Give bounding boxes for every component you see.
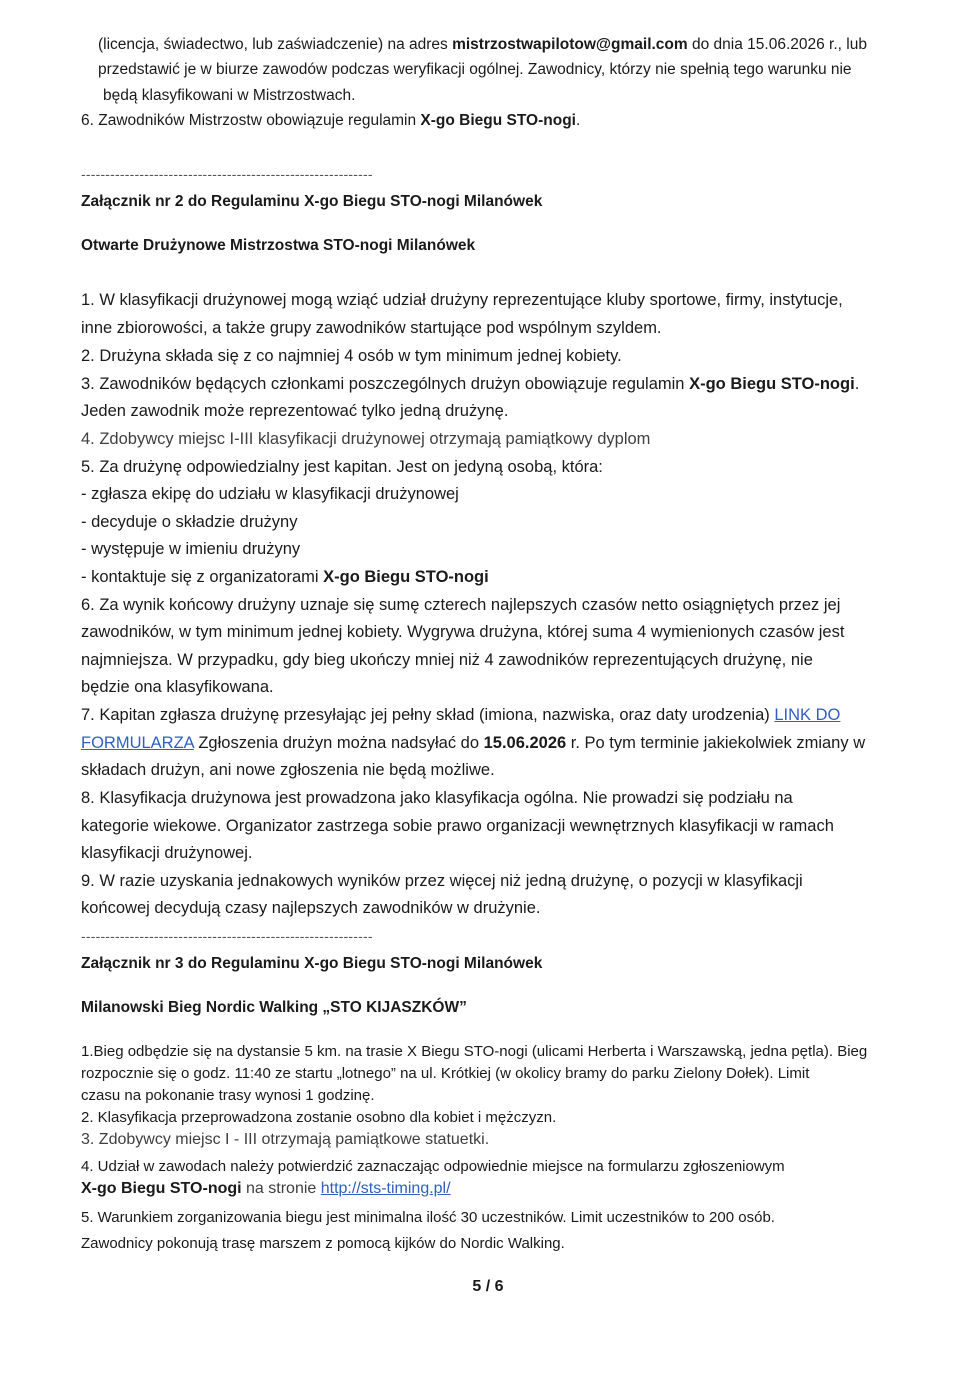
paragraph-line: 5. Warunkiem zorganizowania biegu jest minimalna ilość 30 uczestników. Limit uczestników to 200 osób. bbox=[81, 1209, 775, 1226]
paragraph-line: będą klasyfikowani w Mistrzostwach. bbox=[103, 87, 356, 104]
paragraph-line bbox=[81, 112, 580, 130]
text: - kontaktuje się z organizatorami bbox=[81, 568, 324, 586]
paragraph-line: klasyfikacji drużynowej. bbox=[81, 844, 253, 862]
paragraph-line bbox=[81, 706, 840, 725]
paragraph-line: zawodników, w tym minimum jednej kobiety. Wygrywa drużyna, której suma 4 wymienionych czasów jest bbox=[81, 623, 845, 641]
annex-2-title: Załącznik nr 2 do Regulaminu X-go Biegu STO-nogi Milanówek bbox=[81, 193, 543, 210]
paragraph-line: składach drużyn, ani nowe zgłoszenia nie będą możliwe. bbox=[81, 761, 495, 779]
text: Zgłoszenia drużyn można nadsyłać do bbox=[193, 734, 484, 752]
bold-text: X-go Biegu STO-nogi bbox=[81, 1180, 242, 1197]
separator-line: ------------------------------------------------------------ bbox=[81, 928, 373, 944]
annex-2-subtitle: Otwarte Drużynowe Mistrzostwa STO-nogi Milanówek bbox=[81, 237, 476, 254]
text: 3. Zawodników będących członkami poszczególnych drużyn obowiązuje regulamin bbox=[81, 375, 690, 393]
bold-text: X-go Biegu STO-nogi bbox=[420, 112, 576, 129]
text: . bbox=[575, 112, 581, 129]
annex-3-title: Załącznik nr 3 do Regulaminu X-go Biegu STO-nogi Milanówek bbox=[81, 955, 543, 972]
paragraph-line: będzie ona klasyfikowana. bbox=[81, 678, 274, 696]
text: (licencja, świadectwo, lub zaświadczenie) na adres bbox=[98, 36, 453, 53]
form-link[interactable]: FORMULARZA bbox=[81, 734, 194, 752]
paragraph-line: 3. Zdobywcy miejsc I - III otrzymają pamiątkowe statuetki. bbox=[81, 1131, 490, 1148]
paragraph-line: 2. Klasyfikacja przeprowadzona zostanie osobno dla kobiet i mężczyzn. bbox=[81, 1109, 557, 1126]
paragraph-line bbox=[81, 1180, 451, 1198]
paragraph-line: 4. Zdobywcy miejsc I-III klasyfikacji drużynowej otrzymają pamiątkowy dyplom bbox=[81, 430, 651, 448]
paragraph-line: Jeden zawodnik może reprezentować tylko jedną drużynę. bbox=[81, 402, 509, 420]
bold-text: X-go Biegu STO-nogi bbox=[689, 375, 855, 393]
text: 6. Zawodników Mistrzostw obowiązuje regulamin bbox=[81, 112, 421, 129]
paragraph-line: inne zbiorowości, a także grupy zawodników startujące pod wspólnym szyldem. bbox=[81, 319, 662, 337]
paragraph-line: 4. Udział w zawodach należy potwierdzić zaznaczając odpowiednie miejsce na formularzu zgłoszeniowym bbox=[81, 1158, 785, 1175]
paragraph-line: 2. Drużyna składa się z co najmniej 4 osób w tym minimum jednej kobiety. bbox=[81, 347, 622, 365]
paragraph-line bbox=[81, 734, 865, 753]
paragraph-line: 1. W klasyfikacji drużynowej mogą wziąć udział drużyny reprezentujące kluby sportowe, firmy, instytucje, bbox=[81, 291, 843, 309]
paragraph-line: końcowej decydują czasy najlepszych zawodników w drużynie. bbox=[81, 899, 541, 917]
paragraph-line bbox=[81, 375, 859, 394]
list-item: - występuje w imieniu drużyny bbox=[81, 540, 301, 558]
text: r. Po tym terminie jakiekolwiek zmiany w bbox=[566, 734, 866, 752]
text: do dnia 15.06.2026 r., lub bbox=[687, 36, 867, 53]
paragraph-line: 9. W razie uzyskania jednakowych wyników przez więcej niż jedną drużynę, o pozycji w klasyfikacji bbox=[81, 872, 803, 890]
page-number: 5 / 6 bbox=[472, 1278, 504, 1295]
text: 7. Kapitan zgłasza drużynę przesyłając jej pełny skład (imiona, nazwiska, oraz daty urodzenia) bbox=[81, 706, 775, 724]
email-address: mistrzostwapilotow@gmail.com bbox=[452, 36, 688, 53]
text: . bbox=[854, 375, 860, 393]
sts-timing-link[interactable]: http://sts-timing.pl/ bbox=[320, 1180, 451, 1197]
annex-3-subtitle: Milanowski Bieg Nordic Walking „STO KIJASZKÓW” bbox=[81, 999, 467, 1016]
paragraph-line: przedstawić je w biurze zawodów podczas weryfikacji ogólnej. Zawodnicy, którzy nie spełnią tego warunku nie bbox=[98, 61, 852, 78]
bold-text: X-go Biegu STO-nogi bbox=[323, 568, 489, 586]
paragraph-line: kategorie wiekowe. Organizator zastrzega sobie prawo organizacji wewnętrznych klasyfikacji w ramach bbox=[81, 817, 834, 835]
paragraph-line: najmniejsza. W przypadku, gdy bieg ukończy mniej niż 4 zawodników reprezentujących drużynę, nie bbox=[81, 651, 813, 669]
deadline-date: 15.06.2026 bbox=[483, 734, 567, 752]
paragraph-line: Zawodnicy pokonują trasę marszem z pomocą kijków do Nordic Walking. bbox=[81, 1235, 565, 1252]
list-item bbox=[81, 568, 489, 587]
paragraph-line bbox=[98, 36, 867, 54]
paragraph-line: 1.Bieg odbędzie się na dystansie 5 km. na trasie X Biegu STO-nogi (ulicami Herberta i Warszawską, jedna pętla). Bieg bbox=[81, 1043, 868, 1060]
paragraph-line: rozpocznie się o godz. 11:40 ze startu „lotnego” na ul. Krótkiej (w okolicy bramy do parku Zielony Dołek). Limit bbox=[81, 1065, 810, 1082]
list-item: - decyduje o składzie drużyny bbox=[81, 513, 298, 531]
text: na stronie bbox=[241, 1180, 321, 1197]
form-link[interactable]: LINK DO bbox=[774, 706, 841, 724]
paragraph-line: 5. Za drużynę odpowiedzialny jest kapitan. Jest on jedyną osobą, która: bbox=[81, 458, 603, 476]
list-item: - zgłasza ekipę do udziału w klasyfikacji drużynowej bbox=[81, 485, 459, 503]
paragraph-line: czasu na pokonanie trasy wynosi 1 godzinę. bbox=[81, 1087, 375, 1104]
separator-line: ------------------------------------------------------------ bbox=[81, 166, 373, 182]
paragraph-line: 6. Za wynik końcowy drużyny uznaje się sumę czterech najlepszych czasów netto osiągniętych przez jej bbox=[81, 596, 841, 614]
paragraph-line: 8. Klasyfikacja drużynowa jest prowadzona jako klasyfikacja ogólna. Nie prowadzi się podziału na bbox=[81, 789, 793, 807]
